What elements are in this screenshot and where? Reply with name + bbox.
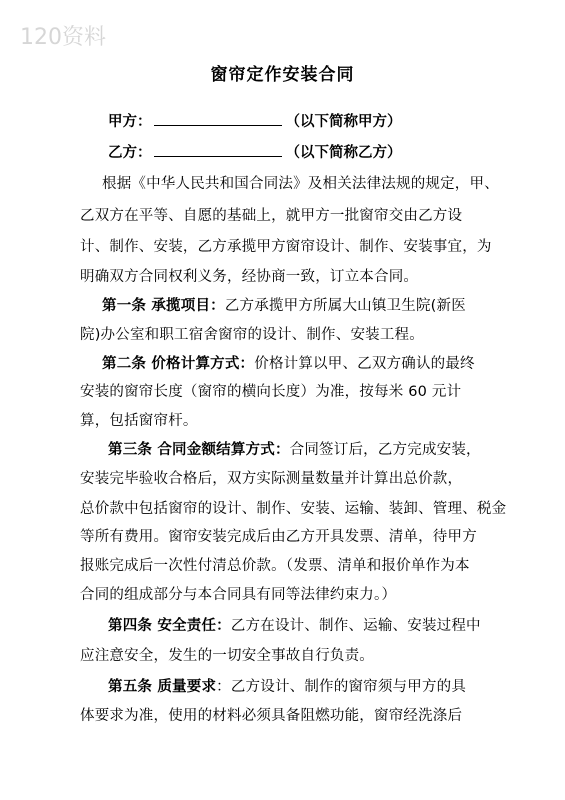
preamble-line: 根据《中华人民共和国合同法》及相关法律法规的规定，甲、	[102, 176, 499, 192]
article-3-text: 合同签订后，乙方完成安装，	[289, 442, 481, 458]
article-3-line: 安装完毕验收合格后，双方实际测量数量并计算出总价款，	[80, 471, 463, 487]
article-3-line: 合同的组成部分与本合同具有同等法律约束力。）	[80, 587, 397, 603]
preamble-line: 明确双方合同权利义务，经协商一致，订立本合同。	[80, 269, 419, 285]
article-2-heading: 第二条 价格计算方式：	[102, 356, 255, 372]
article-4-text: 乙方在设计、制作、运输、安装过程中	[230, 618, 481, 634]
party-b-suffix: （以下简称乙方）	[285, 145, 402, 161]
party-a-suffix: （以下简称甲方）	[285, 114, 402, 130]
article-2-text: 价格计算以甲、乙双方确认的最终	[254, 356, 475, 372]
party-b-line	[108, 141, 402, 162]
party-b-blank[interactable]	[154, 142, 282, 157]
article-2-first-line	[102, 352, 475, 373]
article-3-line: 总价款中包括窗帘的设计、制作、安装、运输、装卸、管理、税金	[80, 501, 507, 517]
article-3-line: 报账完成后一次性付清总价款。（发票、清单和报价单作为本	[80, 558, 470, 574]
party-a-blank[interactable]	[154, 111, 282, 126]
party-b-label: 乙方：	[108, 145, 152, 161]
article-2-line: 算，包括窗帘杆。	[80, 413, 198, 429]
article-1-text: 乙方承揽甲方所属大山镇卫生院(新医	[224, 298, 466, 314]
article-5-line: 体要求为准，使用的材料必须具备阻燃功能，窗帘经洗涤后	[80, 708, 463, 724]
article-1-line: 院)办公室和职工宿舍窗帘的设计、制作、安装工程。	[80, 327, 424, 343]
article-3-heading: 第三条 合同金额结算方式：	[108, 442, 290, 458]
article-4-line: 应注意安全，发生的一切安全事故自行负责。	[80, 648, 374, 664]
article-5-first-line	[108, 675, 466, 696]
article-1-first-line	[102, 294, 466, 315]
article-4-first-line	[108, 614, 481, 635]
article-5-text: ：乙方设计、制作的窗帘须与甲方的具	[216, 679, 467, 695]
preamble-line: 乙双方在平等、自愿的基础上，就甲方一批窗帘交由乙方设	[80, 208, 463, 224]
article-3-first-line	[108, 438, 481, 459]
article-3-line: 等所有费用。窗帘安装完成后由乙方开具发票、清单，待甲方	[80, 529, 477, 545]
article-4-heading: 第四条 安全责任：	[108, 618, 231, 634]
article-5-heading: 第五条 质量要求	[108, 679, 217, 695]
document-title: 窗帘定作安装合同	[210, 65, 355, 85]
party-a-label: 甲方：	[108, 114, 152, 130]
party-a-line	[108, 110, 402, 131]
article-2-line: 安装的窗帘长度（窗帘的横向长度）为准，按每米 60 元计	[80, 384, 462, 400]
article-1-heading: 第一条 承揽项目：	[102, 298, 225, 314]
watermark-logo: 120资料	[20, 25, 106, 50]
preamble-line: 计、制作、安装，乙方承揽甲方窗帘设计、制作、安装事宜，为	[80, 239, 492, 255]
